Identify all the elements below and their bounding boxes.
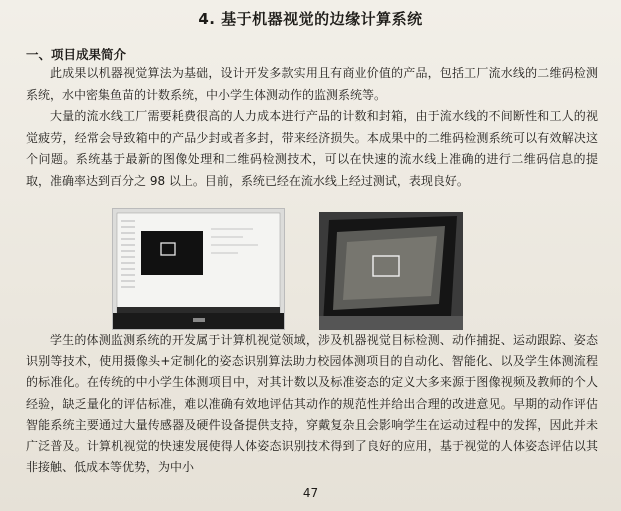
photo-monitor-software — [112, 208, 285, 330]
paragraph-intro: 此成果以机器视觉算法为基础，设计开发多款实用且有商业价值的产品，包括工厂流水线的二维码检测系统，水中密集鱼苗的计数系统，中小学生体测动作的监测系统等。 — [26, 66, 598, 102]
section-heading: 一、项目成果简介 — [26, 47, 127, 62]
monitor-illustration — [113, 209, 284, 329]
page-number: 47 — [302, 486, 319, 500]
photo-camera-screen — [319, 212, 463, 330]
paragraph-fitness-system: 学生的体测监测系统的开发属于计算机视觉领域，涉及机器视觉目标检测、动作捕捉、运动跟踪、姿态识别等技术，使用摄像头+定制化的姿态识别算法助力校园体测项目的自动化、智能化、以及学生体测流程的标准化。在传统的中小学生体测项目中，对其计数以及标准姿态的定义大多来源于图像视频及教师的个人经验，缺乏量化的评估标准，难以准确有效地评估其动作的规范性并给出合理的改进意见。早期的动作评估智能系统主要通过大量传感器及硬件设备提供支持，穿戴复杂且会影响学生在运动过程中的发挥，因此并未广泛普及。计算机视觉的快速发展使得人体姿态识别技术得到了良好的应用，基于视觉的人体姿态评估以其非接触、低成本等优势，为中小 — [26, 333, 598, 475]
paragraph-qrcode-system: 大量的流水线工厂需要耗费很高的人力成本进行产品的计数和封箱，由于流水线的不间断性和工人的视觉疲劳，经常会导致箱中的产品少封或者多封，带来经济损失。本成果中的二维码检测系统可以有效解决这个问题。系统基于最新的图像处理和二维码检测技术，可以在快速的流水线上准确的进行二维码信息的提取，准确率达到百分之 98 以上。目前，系统已经在流水线上经过测试，表现良好。 — [26, 109, 598, 188]
page-title: 4. 基于机器视觉的边缘计算系统 — [198, 10, 423, 28]
camera-screen-illustration — [319, 212, 463, 330]
